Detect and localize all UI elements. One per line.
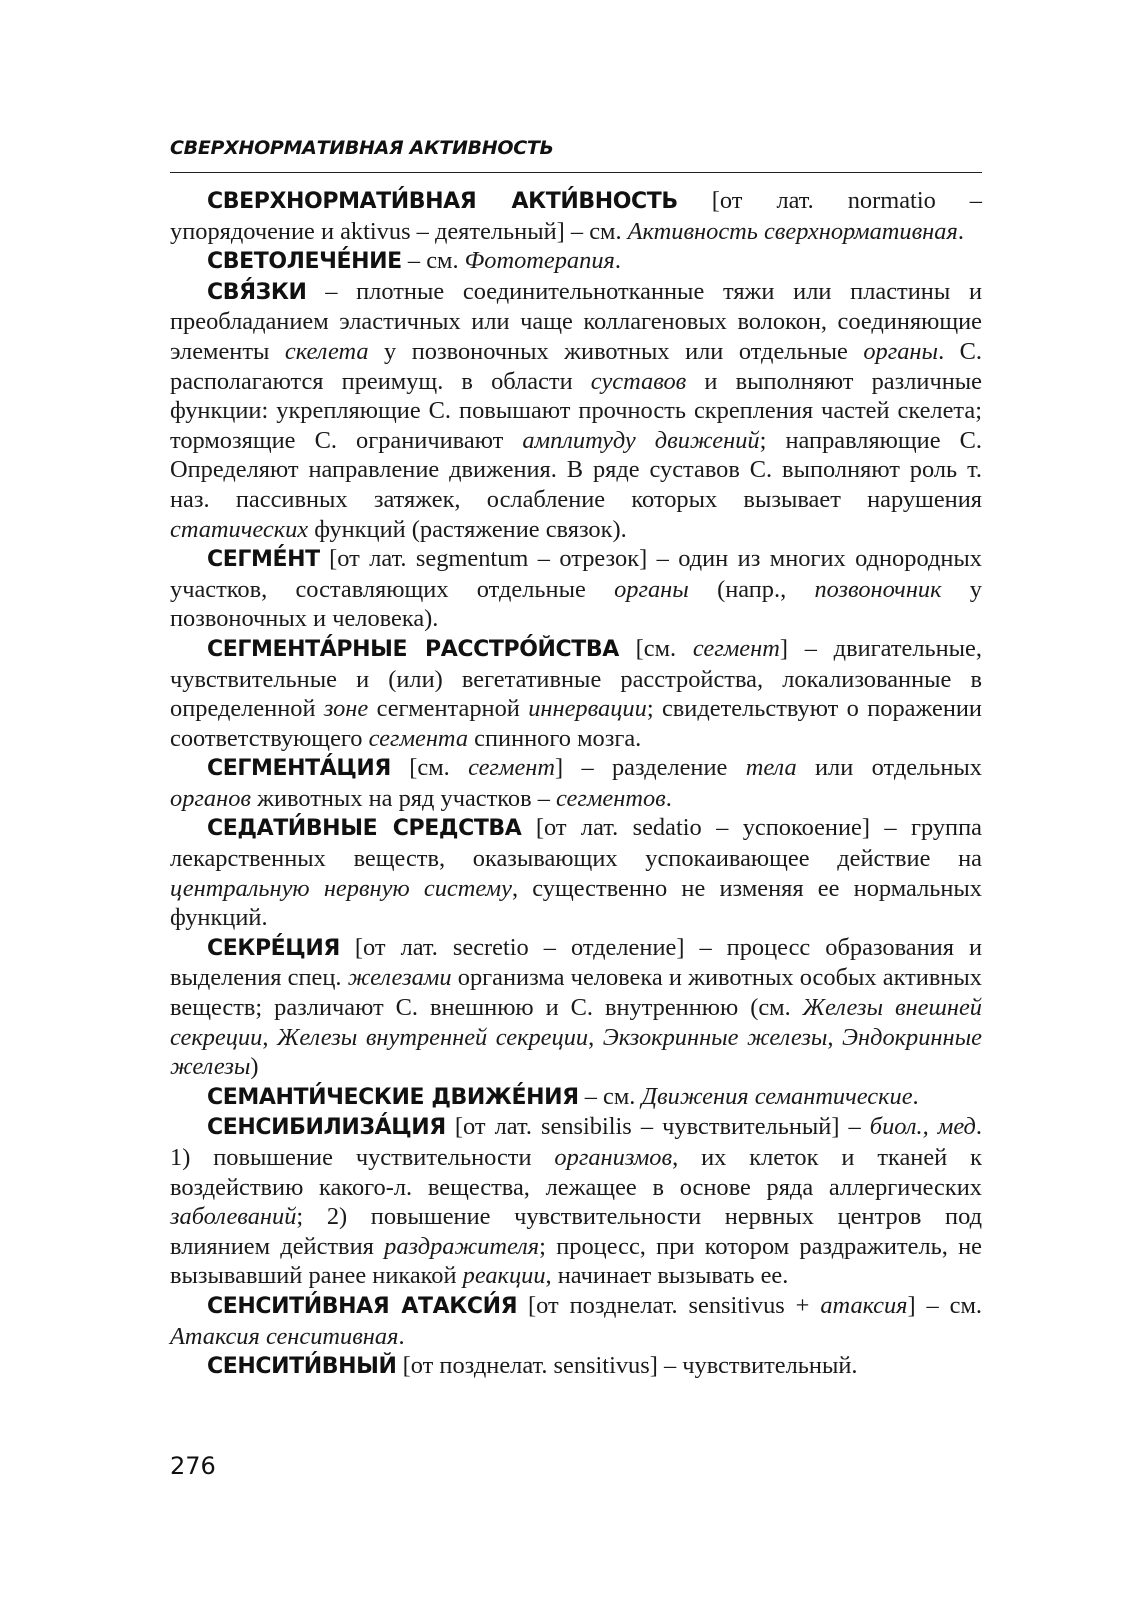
cross-reference: органов (170, 784, 251, 812)
entry-text: ] – разделение (555, 754, 746, 782)
cross-reference: Железы внешней секреции (170, 994, 982, 1051)
entry-text: . (665, 784, 672, 812)
cross-reference: амплитуду движений (522, 426, 760, 454)
entry-text: у позвоночных животных или отдельные (368, 337, 864, 365)
entry-headword: СЕМАНТИ́ЧЕСКИЕ ДВИЖЕ́НИЯ (207, 1084, 579, 1110)
entry-headword: СЕГМЕНТА́РНЫЕ РАССТРО́ЙСТВА (207, 636, 619, 662)
cross-reference: сегмент (468, 754, 556, 782)
cross-reference: иннервации (528, 695, 647, 723)
cross-reference: Фототерапия (464, 247, 615, 275)
cross-reference: Атаксия сенситивная (170, 1322, 399, 1350)
cross-reference: организмов (554, 1144, 673, 1171)
entry-text: , (827, 1023, 843, 1051)
cross-reference: Экзокринные железы (602, 1023, 828, 1051)
entry-text: [от лат. secretio – отделение] – процесс образования и выделения спец. (170, 933, 982, 992)
entry-text: ; свидетельствуют о поражении соответствующего (170, 695, 982, 752)
entry-text: [от лат. segmentum – отрезок] – один из многих однородных участков, составляющих отдельные (170, 545, 982, 603)
entry-text: животных на ряд участков – (251, 784, 557, 812)
entry-text: спинного мозга. (468, 724, 642, 752)
entry-text: . (912, 1082, 919, 1110)
entry-headword: СЕНСИТИ́ВНАЯ АТАКСИ́Я (207, 1293, 518, 1319)
entry-headword: СВЕРХНОРМАТИ́ВНАЯ АКТИ́ВНОСТЬ (207, 189, 678, 214)
entry-text: – см. (578, 1082, 642, 1110)
cross-reference: позвоночник (814, 575, 942, 603)
entry-text: организма человека и животных особых активных веществ; различают С. внешнюю и С. внутреннюю (см. (170, 964, 982, 1022)
cross-reference: Железы внутренней секреции (276, 1023, 589, 1051)
entry-headword: СЕДАТИ́ВНЫЕ СРЕДСТВА (207, 816, 522, 842)
entry-text: [от позднелат. sensitivus + (517, 1291, 821, 1319)
dictionary-entry (170, 634, 982, 753)
entry-text: [см. (618, 634, 693, 662)
entry-text: – плотные соединительнотканные тяжи или пластины и преобладанием эластичных или чаще коллагеновых волокон, соединяющие элементы (170, 277, 982, 365)
dictionary-entry (170, 1351, 982, 1382)
entry-text: , (262, 1023, 277, 1051)
cross-reference: железами (347, 964, 452, 992)
dictionary-entry (170, 1112, 982, 1291)
cross-reference: реакции (462, 1262, 546, 1290)
dictionary-entry (170, 753, 982, 813)
cross-reference: сегмент (692, 634, 780, 662)
cross-reference: зоне (323, 695, 369, 723)
page-number: 276 (170, 1452, 216, 1480)
entry-headword: СВЕТОЛЕЧЕ́НИЕ (207, 249, 402, 275)
dictionary-entry (170, 544, 982, 634)
entry-headword: СЕГМЕ́НТ (207, 547, 320, 573)
entry-text: [см. (390, 754, 469, 782)
entry-text: ) (250, 1053, 259, 1081)
entry-text: (напр., (688, 575, 815, 603)
cross-reference: Эндокринные железы (170, 1023, 982, 1081)
cross-reference: раздражителя (384, 1232, 540, 1260)
dictionary-entry (170, 246, 982, 277)
entry-text: ; направляющие С. Определяют направление движения. В ряде суставов С. выполняют роль т. наз. пассивных затяжек, ослабление которых вызывает нарушения (170, 426, 983, 513)
entry-text: [от позднелат. sensitivus] – чувствительный. (396, 1352, 858, 1380)
dictionary-entry (170, 813, 982, 932)
entry-text: ] – двигательные, чувствительные и (или) вегетативные расстройства, локализованные в определенной (170, 634, 982, 723)
cross-reference: тела (745, 754, 797, 782)
cross-reference: Активность сверхнормативная (627, 217, 958, 245)
entry-text: и выполняют различные функции: укрепляющие С. повышают прочность скрепления частей скелета; тормозящие С. ограничивают (170, 367, 983, 454)
entry-text: [от лат. sensibilis – чувствительный] – (445, 1113, 870, 1141)
cross-reference: заболеваний (170, 1203, 297, 1231)
cross-reference: Движения семантические (641, 1082, 913, 1110)
dictionary-entry (170, 1082, 982, 1113)
entry-text: , их клеток и тканей к воздействию какого-л. вещества, лежащее в основе ряда аллергических (170, 1144, 982, 1201)
entry-text: , существенно не изменяя ее нормальных функций. (170, 874, 982, 932)
entry-headword: СЕКРЕ́ЦИЯ (207, 935, 340, 961)
dictionary-entry (170, 186, 982, 246)
entries-column (170, 186, 982, 1382)
entry-text: . (614, 247, 621, 275)
entry-text: – см. (401, 247, 465, 275)
cross-reference: сегментов (556, 784, 666, 812)
dictionary-entry (170, 277, 982, 544)
entry-headword: СЕНСИБИЛИЗА́ЦИЯ (207, 1115, 446, 1141)
entry-text: . (398, 1322, 405, 1350)
entry-text: , (588, 1023, 603, 1051)
running-head: СВЕРХНОРМАТИВНАЯ АКТИВНОСТЬ (170, 137, 554, 159)
cross-reference: органы (614, 575, 689, 603)
cross-reference: суставов (590, 367, 687, 395)
header-rule (170, 172, 982, 173)
entry-headword: СЕНСИТИ́ВНЫЙ (207, 1354, 397, 1380)
cross-reference: статических (170, 515, 309, 543)
cross-reference: органы (863, 337, 939, 365)
cross-reference: скелета (284, 337, 369, 365)
entry-text: ; процесс, при котором раздражитель, не вызывавший ранее никакой (170, 1232, 982, 1290)
cross-reference: биол., мед (869, 1113, 976, 1141)
cross-reference: центральную нервную систему (170, 874, 512, 902)
dictionary-entry (170, 933, 982, 1082)
dictionary-entry (170, 1291, 982, 1351)
entry-text: функций (растяжение связок). (308, 515, 627, 543)
entry-text: у позвоночных и человека). (170, 575, 982, 633)
entry-text: ] – см. (907, 1291, 982, 1319)
entry-text: сегментарной (368, 695, 529, 723)
entry-text: ; 2) повышение чувствительности нервных центров под влиянием действия (170, 1203, 982, 1260)
entry-text: . 1) повышение чуствительности (170, 1113, 982, 1171)
entry-text: . С. располагаются преимущ. в области (170, 337, 983, 395)
entry-text: [от лат. normatio – упорядочение и aktivus – деятельный] – см. (170, 187, 983, 245)
entry-text: [от лат. sedatio – успокоение] – группа лекарственных веществ, оказывающих успокаивающее действие на (170, 814, 982, 873)
cross-reference: сегмента (368, 724, 469, 752)
cross-reference: атаксия (820, 1291, 908, 1319)
entry-headword: СЕГМЕНТА́ЦИЯ (207, 756, 391, 782)
entry-headword: СВЯ́ЗКИ (207, 279, 307, 305)
entry-text: или отдельных (796, 754, 982, 782)
entry-text: . (957, 217, 964, 245)
entry-text: , начинает вызывать ее. (545, 1262, 789, 1290)
